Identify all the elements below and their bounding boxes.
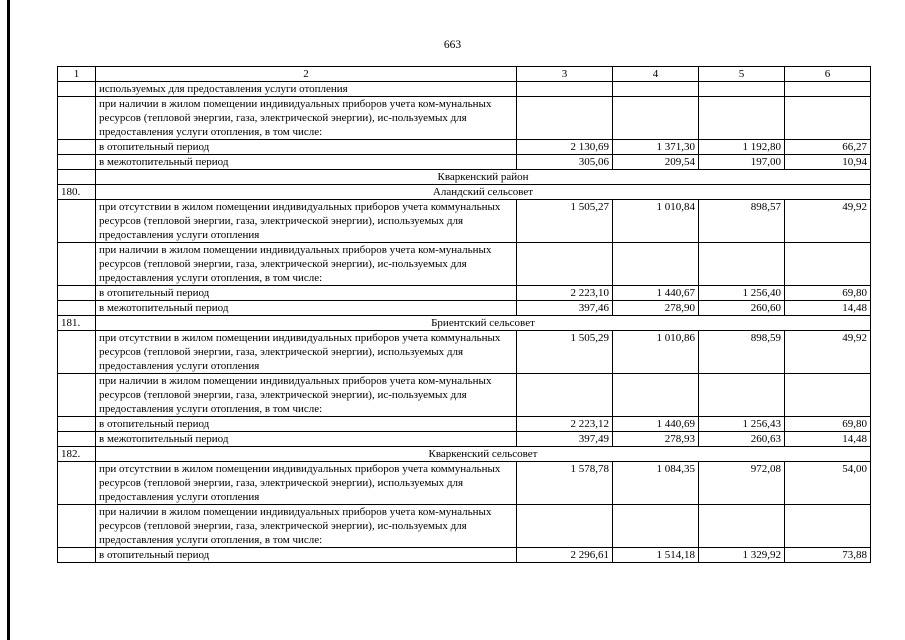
section-row bbox=[58, 185, 871, 200]
value-cell: 54,00 bbox=[785, 462, 871, 505]
value-cell bbox=[517, 505, 613, 548]
value-cell: 1 371,30 bbox=[613, 140, 699, 155]
section-title-cell: Бриентский сельсовет bbox=[96, 316, 871, 331]
description-cell: при наличии в жилом помещении индивидуальных приборов учета ком-мунальных ресурсов (тепловой энергии, газа, электрической энергии), ис-пользуемых для предоставления услуги отопления, в том числе: bbox=[96, 374, 517, 417]
value-cell: 260,63 bbox=[699, 432, 785, 447]
value-cell bbox=[699, 505, 785, 548]
table-row bbox=[58, 374, 871, 417]
value-cell bbox=[699, 243, 785, 286]
table-row bbox=[58, 82, 871, 97]
row-number-cell bbox=[58, 140, 96, 155]
value-cell bbox=[699, 82, 785, 97]
row-number-cell bbox=[58, 462, 96, 505]
value-cell bbox=[613, 374, 699, 417]
value-cell bbox=[699, 374, 785, 417]
value-cell: 197,00 bbox=[699, 155, 785, 170]
value-cell: 2 296,61 bbox=[517, 548, 613, 563]
table-row bbox=[58, 200, 871, 243]
value-cell: 73,88 bbox=[785, 548, 871, 563]
value-cell bbox=[785, 97, 871, 140]
value-cell: 1 256,43 bbox=[699, 417, 785, 432]
table-row bbox=[58, 432, 871, 447]
description-cell: при наличии в жилом помещении индивидуальных приборов учета ком-мунальных ресурсов (тепловой энергии, газа, электрической энергии), ис-пользуемых для предоставления услуги отопления, в том числе: bbox=[96, 243, 517, 286]
description-cell: в межотопительный период bbox=[96, 155, 517, 170]
value-cell: 209,54 bbox=[613, 155, 699, 170]
row-number-cell bbox=[58, 243, 96, 286]
value-cell bbox=[517, 97, 613, 140]
value-cell: 1 010,86 bbox=[613, 331, 699, 374]
value-cell bbox=[517, 374, 613, 417]
row-number-cell bbox=[58, 170, 96, 185]
value-cell: 278,93 bbox=[613, 432, 699, 447]
section-row bbox=[58, 447, 871, 462]
description-cell: при отсутствии в жилом помещении индивидуальных приборов учета коммунальных ресурсов (тепловой энергии, газа, электрической энергии), используемых для предоставления услуги отопления bbox=[96, 331, 517, 374]
value-cell bbox=[785, 505, 871, 548]
value-cell: 305,06 bbox=[517, 155, 613, 170]
section-title-cell: Кваркенский сельсовет bbox=[96, 447, 871, 462]
value-cell: 14,48 bbox=[785, 301, 871, 316]
description-cell: при наличии в жилом помещении индивидуальных приборов учета ком-мунальных ресурсов (тепловой энергии, газа, электрической энергии), ис-пользуемых для предоставления услуги отопления, в том числе: bbox=[96, 505, 517, 548]
description-cell: в межотопительный период bbox=[96, 301, 517, 316]
description-cell: используемых для предоставления услуги отопления bbox=[96, 82, 517, 97]
table-row bbox=[58, 301, 871, 316]
section-title-cell: Кваркенский район bbox=[96, 170, 871, 185]
row-number-cell bbox=[58, 548, 96, 563]
value-cell bbox=[785, 243, 871, 286]
description-cell: в отопительный период bbox=[96, 417, 517, 432]
value-cell: 49,92 bbox=[785, 331, 871, 374]
value-cell bbox=[699, 97, 785, 140]
table-row bbox=[58, 331, 871, 374]
header-cell: 2 bbox=[96, 67, 517, 82]
table-row bbox=[58, 155, 871, 170]
row-number-cell bbox=[58, 200, 96, 243]
value-cell: 898,59 bbox=[699, 331, 785, 374]
value-cell bbox=[517, 243, 613, 286]
value-cell: 972,08 bbox=[699, 462, 785, 505]
table-row bbox=[58, 97, 871, 140]
value-cell: 69,80 bbox=[785, 286, 871, 301]
row-number-cell: 182. bbox=[58, 447, 96, 462]
table-row bbox=[58, 140, 871, 155]
value-cell: 69,80 bbox=[785, 417, 871, 432]
value-cell: 1 514,18 bbox=[613, 548, 699, 563]
value-cell: 397,49 bbox=[517, 432, 613, 447]
value-cell: 278,90 bbox=[613, 301, 699, 316]
page-number: 663 bbox=[443, 39, 462, 51]
header-cell: 1 bbox=[58, 67, 96, 82]
row-number-cell bbox=[58, 286, 96, 301]
table-row bbox=[58, 548, 871, 563]
section-row bbox=[58, 316, 871, 331]
value-cell: 1 505,29 bbox=[517, 331, 613, 374]
description-cell: при наличии в жилом помещении индивидуальных приборов учета ком-мунальных ресурсов (тепловой энергии, газа, электрической энергии), ис-пользуемых для предоставления услуги отопления, в том числе: bbox=[96, 97, 517, 140]
value-cell: 1 192,80 bbox=[699, 140, 785, 155]
row-number-cell bbox=[58, 82, 96, 97]
value-cell: 260,60 bbox=[699, 301, 785, 316]
value-cell: 14,48 bbox=[785, 432, 871, 447]
value-cell: 397,46 bbox=[517, 301, 613, 316]
row-number-cell bbox=[58, 155, 96, 170]
row-number-cell: 181. bbox=[58, 316, 96, 331]
row-number-cell bbox=[58, 97, 96, 140]
tariff-table bbox=[57, 66, 871, 563]
value-cell: 898,57 bbox=[699, 200, 785, 243]
value-cell: 1 578,78 bbox=[517, 462, 613, 505]
description-cell: в отопительный период bbox=[96, 548, 517, 563]
header-row bbox=[58, 67, 871, 82]
value-cell: 2 130,69 bbox=[517, 140, 613, 155]
row-number-cell bbox=[58, 374, 96, 417]
value-cell: 66,27 bbox=[785, 140, 871, 155]
header-cell: 4 bbox=[613, 67, 699, 82]
row-number-cell: 180. bbox=[58, 185, 96, 200]
value-cell: 1 256,40 bbox=[699, 286, 785, 301]
page-edge-bar bbox=[7, 0, 10, 640]
value-cell: 1 084,35 bbox=[613, 462, 699, 505]
table-row bbox=[58, 462, 871, 505]
description-cell: при отсутствии в жилом помещении индивидуальных приборов учета коммунальных ресурсов (тепловой энергии, газа, электрической энергии), используемых для предоставления услуги отопления bbox=[96, 200, 517, 243]
header-cell: 3 bbox=[517, 67, 613, 82]
value-cell bbox=[785, 82, 871, 97]
value-cell: 1 329,92 bbox=[699, 548, 785, 563]
description-cell: в межотопительный период bbox=[96, 432, 517, 447]
value-cell: 1 010,84 bbox=[613, 200, 699, 243]
table-row bbox=[58, 417, 871, 432]
description-cell: в отопительный период bbox=[96, 140, 517, 155]
row-number-cell bbox=[58, 505, 96, 548]
value-cell bbox=[517, 82, 613, 97]
value-cell: 10,94 bbox=[785, 155, 871, 170]
section-row bbox=[58, 170, 871, 185]
row-number-cell bbox=[58, 417, 96, 432]
description-cell: в отопительный период bbox=[96, 286, 517, 301]
row-number-cell bbox=[58, 432, 96, 447]
row-number-cell bbox=[58, 301, 96, 316]
table-body bbox=[58, 82, 871, 563]
description-cell: при отсутствии в жилом помещении индивидуальных приборов учета коммунальных ресурсов (тепловой энергии, газа, электрической энергии), используемых для предоставления услуги отопления bbox=[96, 462, 517, 505]
value-cell: 1 440,69 bbox=[613, 417, 699, 432]
value-cell: 1 505,27 bbox=[517, 200, 613, 243]
value-cell: 2 223,12 bbox=[517, 417, 613, 432]
table-row bbox=[58, 243, 871, 286]
value-cell: 1 440,67 bbox=[613, 286, 699, 301]
value-cell bbox=[785, 374, 871, 417]
table-row bbox=[58, 505, 871, 548]
section-title-cell: Аландский сельсовет bbox=[96, 185, 871, 200]
header-cell: 5 bbox=[699, 67, 785, 82]
header-cell: 6 bbox=[785, 67, 871, 82]
value-cell: 49,92 bbox=[785, 200, 871, 243]
row-number-cell bbox=[58, 331, 96, 374]
value-cell bbox=[613, 82, 699, 97]
table-row bbox=[58, 286, 871, 301]
value-cell bbox=[613, 97, 699, 140]
value-cell bbox=[613, 243, 699, 286]
value-cell bbox=[613, 505, 699, 548]
value-cell: 2 223,10 bbox=[517, 286, 613, 301]
